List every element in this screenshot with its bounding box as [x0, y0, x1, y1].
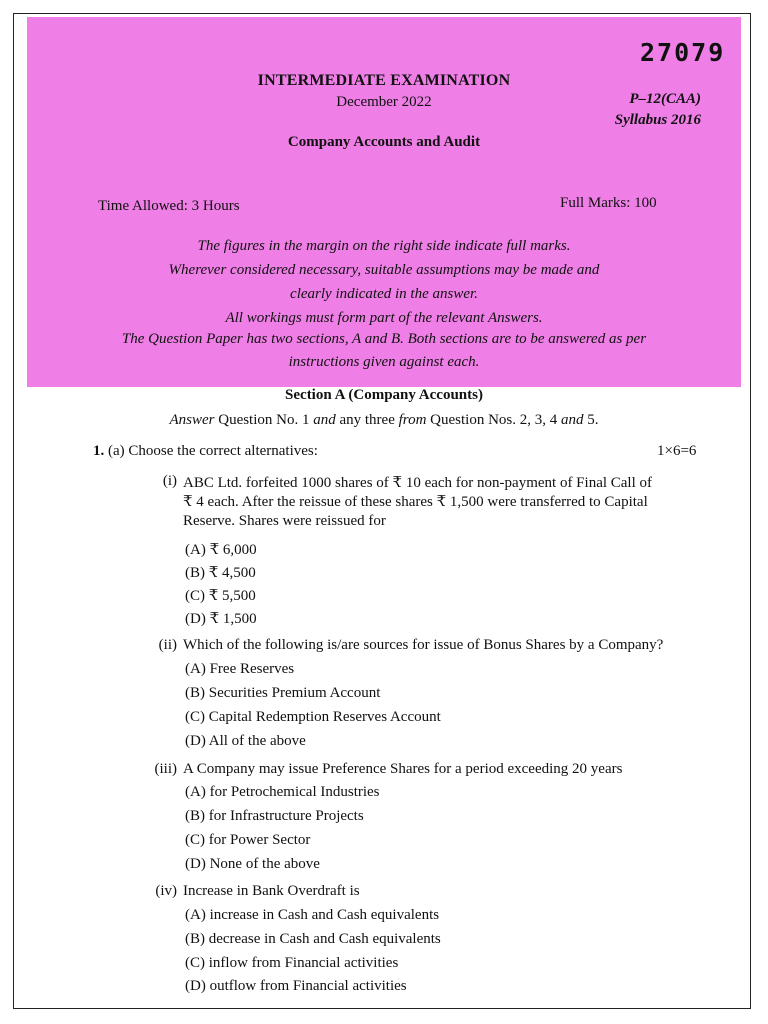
full-marks: Full Marks: 100 — [560, 195, 657, 211]
option-text: (B) for Infrastructure Projects — [185, 808, 364, 824]
item-text-line: Reserve. Shares were reissued for — [183, 513, 386, 529]
section-instruction-part: Question Nos. 2, 3, 4 — [426, 412, 561, 428]
paper-code: P–12(CAA) — [629, 91, 701, 107]
option-text: (A) Free Reserves — [185, 661, 295, 677]
time-allowed: Time Allowed: 3 Hours — [98, 198, 240, 214]
item-number: (iii) — [154, 761, 177, 777]
option-text: (B) ₹ 4,500 — [185, 565, 256, 581]
option-text: (A) for Petrochemical Industries — [185, 784, 380, 800]
paper-number: 27079 — [640, 38, 726, 67]
section-instruction-part: 5. — [583, 412, 599, 428]
item-number: (i) — [162, 473, 177, 489]
option-text: (A) ₹ 6,000 — [185, 542, 257, 558]
question-marks: 1×6=6 — [657, 443, 697, 459]
item-text-line: ABC Ltd. forfeited 1000 shares of ₹ 10 each for non-payment of Final Call of — [183, 475, 653, 491]
option-text: (C) for Power Sector — [185, 832, 311, 848]
instruction-line: instructions given against each. — [288, 354, 480, 370]
option-text: (D) All of the above — [185, 733, 306, 749]
section-instruction-part: Answer — [169, 412, 215, 428]
section-instruction-part: from — [398, 412, 427, 428]
option-text: (C) ₹ 5,500 — [185, 588, 256, 604]
option-text: (C) inflow from Financial activities — [185, 955, 399, 971]
section-instruction-part: and — [313, 412, 336, 428]
option-text: (A) increase in Cash and Cash equivalents — [185, 907, 440, 923]
instruction-line: All workings must form part of the relevant Answers. — [225, 310, 543, 326]
section-instruction-part: and — [561, 412, 584, 428]
subject-title: Company Accounts and Audit — [287, 134, 481, 150]
question-part: (a) — [108, 443, 125, 459]
option-text: (D) outflow from Financial activities — [185, 978, 407, 994]
syllabus-label: Syllabus 2016 — [614, 112, 701, 128]
item-text-line: Increase in Bank Overdraft is — [183, 883, 360, 899]
section-instruction — [0, 412, 768, 429]
option-text: (B) decrease in Cash and Cash equivalents — [185, 931, 441, 947]
instruction-line: The Question Paper has two sections, A and B. Both sections are to be answered as per — [121, 331, 647, 347]
option-text: (B) Securities Premium Account — [185, 685, 381, 701]
option-text: (D) ₹ 1,500 — [185, 611, 257, 627]
exam-title: INTERMEDIATE EXAMINATION — [257, 72, 511, 89]
item-number: (iv) — [155, 883, 177, 899]
item-text-line: Which of the following is/are sources for issue of Bonus Shares by a Company? — [183, 637, 664, 653]
instruction-line: Wherever considered necessary, suitable assumptions may be made and — [168, 262, 600, 278]
question-heading — [93, 443, 318, 460]
item-number: (ii) — [158, 637, 177, 653]
exam-session: December 2022 — [336, 94, 432, 110]
item-text-line: ₹ 4 each. After the reissue of these shares ₹ 1,500 were transferred to Capital — [183, 494, 648, 510]
item-text-line: A Company may issue Preference Shares for a period exceeding 20 years — [183, 761, 623, 777]
section-instruction-part: any three — [335, 412, 399, 428]
section-title: Section A (Company Accounts) — [285, 387, 483, 403]
instruction-line: clearly indicated in the answer. — [290, 286, 478, 302]
section-instruction-part: Question No. 1 — [214, 412, 314, 428]
option-text: (D) None of the above — [185, 856, 320, 872]
question-prompt: Choose the correct alternatives: — [128, 443, 318, 459]
question-number: 1. — [93, 443, 105, 459]
option-text: (C) Capital Redemption Reserves Account — [185, 709, 441, 725]
instruction-line: The figures in the margin on the right side indicate full marks. — [197, 238, 571, 254]
